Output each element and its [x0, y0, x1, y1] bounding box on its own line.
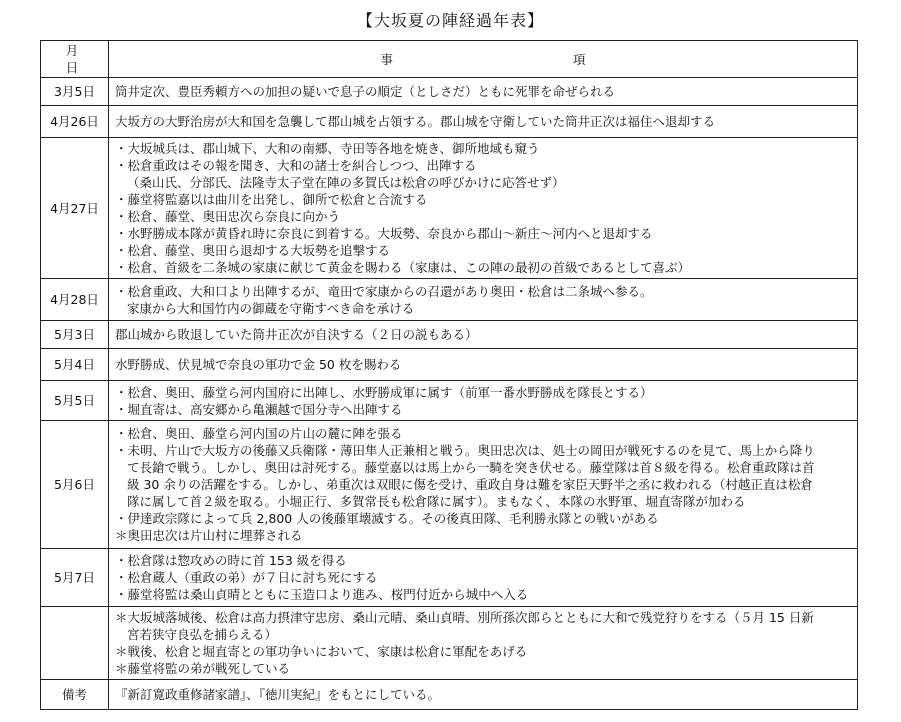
table-row — [41, 607, 858, 680]
event-line: 『新訂寛政重修諸家譜』、『徳川実紀』をもとにしている。 — [115, 687, 441, 702]
table-row — [41, 381, 858, 421]
row-events — [109, 321, 858, 349]
event-line: ・松倉重政はその報を聞き、大和の諸士を糾合しつつ、出陣する — [115, 158, 477, 173]
row-date: 5月7日 — [41, 549, 109, 607]
event-line: ・松倉重政、大和口より出陣するが、竜田で家康からの召還があり奥田・松倉は二条城へ参る。 — [115, 283, 653, 299]
table-row — [41, 138, 858, 279]
row-date: 5月6日 — [41, 421, 109, 549]
event-line: 家康から大和国竹内の御蔵を守衛すべき命を承ける — [127, 300, 415, 316]
event-line: ＊大坂城落城後、松倉は高力摂津守忠房、桑山元晴、桑山貞晴、別所孫次郎らとともに大和で残党狩りをする（５月 15 日新 — [115, 610, 814, 625]
event-line: ・松倉隊は惣攻めの時に首 153 級を得る — [115, 553, 347, 568]
table-body — [41, 78, 858, 710]
header-event-char-1: 事 — [380, 51, 393, 67]
event-line: ・藤堂将監は桑山貞晴とともに玉造口より進み、桜門付近から城中へ入る — [115, 587, 529, 602]
row-date: 4月26日 — [41, 106, 109, 138]
event-line: ・大坂城兵は、郡山城下、大和の南郷、寺田等各地を焼き、御所地域も窺う — [115, 141, 540, 156]
table-row — [41, 549, 858, 607]
event-line: 級 30 余りの活躍をする。しかし、弟重次は双眼に傷を受け、重政自身は難を家臣天野半之丞に救われる（村越正直は松倉 — [127, 477, 813, 492]
row-events — [109, 349, 858, 381]
row-date: 4月28日 — [41, 279, 109, 321]
row-events — [109, 279, 858, 321]
row-events — [109, 78, 858, 106]
event-line: （桑山氏、分部氏、法隆寺太子堂在陣の多賀氏は松倉の呼びかけに応答せず） — [127, 175, 565, 190]
table-row — [41, 279, 858, 321]
row-events — [109, 607, 858, 680]
event-line: ・松倉、藤堂、奥田ら退却する大坂勢を追撃する — [115, 243, 391, 258]
event-line: ＊藤堂将監の弟が戦死している — [115, 661, 291, 676]
event-line: ・伊達政宗隊によって兵 2,800 人の後藤軍壊滅する。その後真田隊、毛利勝永隊との戦いがある — [115, 511, 659, 526]
event-line: ・水野勝成本隊が黄昏れ時に奈良に到着する。大坂勢、奈良から郡山～新庄～河内へと退却する — [115, 226, 653, 241]
event-line: ・松倉、首級を二条城の家康に献じて黄金を賜わる（家康は、この陣の最初の首級であるとして喜ぶ） — [115, 260, 691, 275]
event-line: て長鎗で戦う。しかし、奥田は討死する。藤堂嘉以は馬上から一騎を突き伏せる。藤堂隊は首８級を得る。松倉重政隊は首 — [127, 460, 815, 475]
row-date: 3月5日 — [41, 78, 109, 106]
row-events — [109, 106, 858, 138]
row-events — [109, 680, 858, 710]
page-title: 【大坂夏の陣経過年表】 — [356, 11, 544, 30]
row-date — [41, 607, 109, 680]
event-line: ・松倉、奥田、藤堂ら河内国府に出陣し、水野勝成軍に属す（前軍一番水野勝成を隊長とする） — [115, 384, 653, 400]
event-line: ＊奥田忠次は片山村に埋葬される — [115, 528, 303, 543]
event-line: 郡山城から敗退していた筒井正次が自決する（２日の説もある） — [115, 327, 478, 342]
table-row — [41, 421, 858, 549]
row-date: 5月3日 — [41, 321, 109, 349]
event-line: ・堀直寄は、高安郷から亀瀬越で国分寺へ出陣する — [115, 401, 403, 417]
table-row — [41, 78, 858, 106]
event-line: ＊戦後、松倉と堀直寄との軍功争いにおいて、家康は松倉に軍配をあげる — [115, 644, 528, 659]
header-event — [109, 41, 858, 78]
row-date: 4月27日 — [41, 138, 109, 279]
chronology-table — [40, 40, 858, 710]
row-events — [109, 138, 858, 279]
event-line: 筒井定次、豊臣秀頼方への加担の疑いで息子の順定（としさだ）ともに死罪を命ぜられる — [115, 84, 616, 99]
row-events — [109, 381, 858, 421]
header-event-char-2: 項 — [573, 51, 586, 67]
header-date: 月 日 — [41, 41, 109, 78]
row-events — [109, 421, 858, 549]
event-line: 隊に属して首２級を取る。小堀正行、多賀常長も松倉隊に属す）。まもなく、本隊の水野軍、堀直寄隊が加わる — [127, 494, 746, 509]
row-date: 備考 — [41, 680, 109, 710]
header-row — [41, 41, 858, 78]
row-date: 5月4日 — [41, 349, 109, 381]
event-line: ・未明、片山で大坂方の後藤又兵衛隊・薄田隼人正兼相と戦う。奥田忠次は、処士の岡田が戦死するのを見て、馬上から降り — [115, 443, 815, 458]
event-line: ・松倉、奥田、藤堂ら河内国の片山の麓に陣を張る — [115, 426, 403, 441]
event-line: 大坂方の大野治房が大和国を急襲して郡山城を占領する。郡山城を守衛していた筒井正次は福住へ退却する — [115, 114, 716, 129]
table-row — [41, 680, 858, 710]
event-line: ・松倉、藤堂、奥田忠次ら奈良に向かう — [115, 209, 341, 224]
event-line: 宮若狭守良弘を捕らえる） — [127, 627, 278, 642]
event-line: ・松倉蔵人（重政の弟）が７日に討ち死にする — [115, 570, 378, 585]
table-row — [41, 349, 858, 381]
row-date: 5月5日 — [41, 381, 109, 421]
row-events — [109, 549, 858, 607]
event-line: ・藤堂将監嘉以は曲川を出発し、御所で松倉と合流する — [115, 192, 428, 207]
table-row — [41, 321, 858, 349]
table-row — [41, 106, 858, 138]
event-line: 水野勝成、伏見城で奈良の軍功で金 50 枚を賜わる — [115, 357, 402, 372]
